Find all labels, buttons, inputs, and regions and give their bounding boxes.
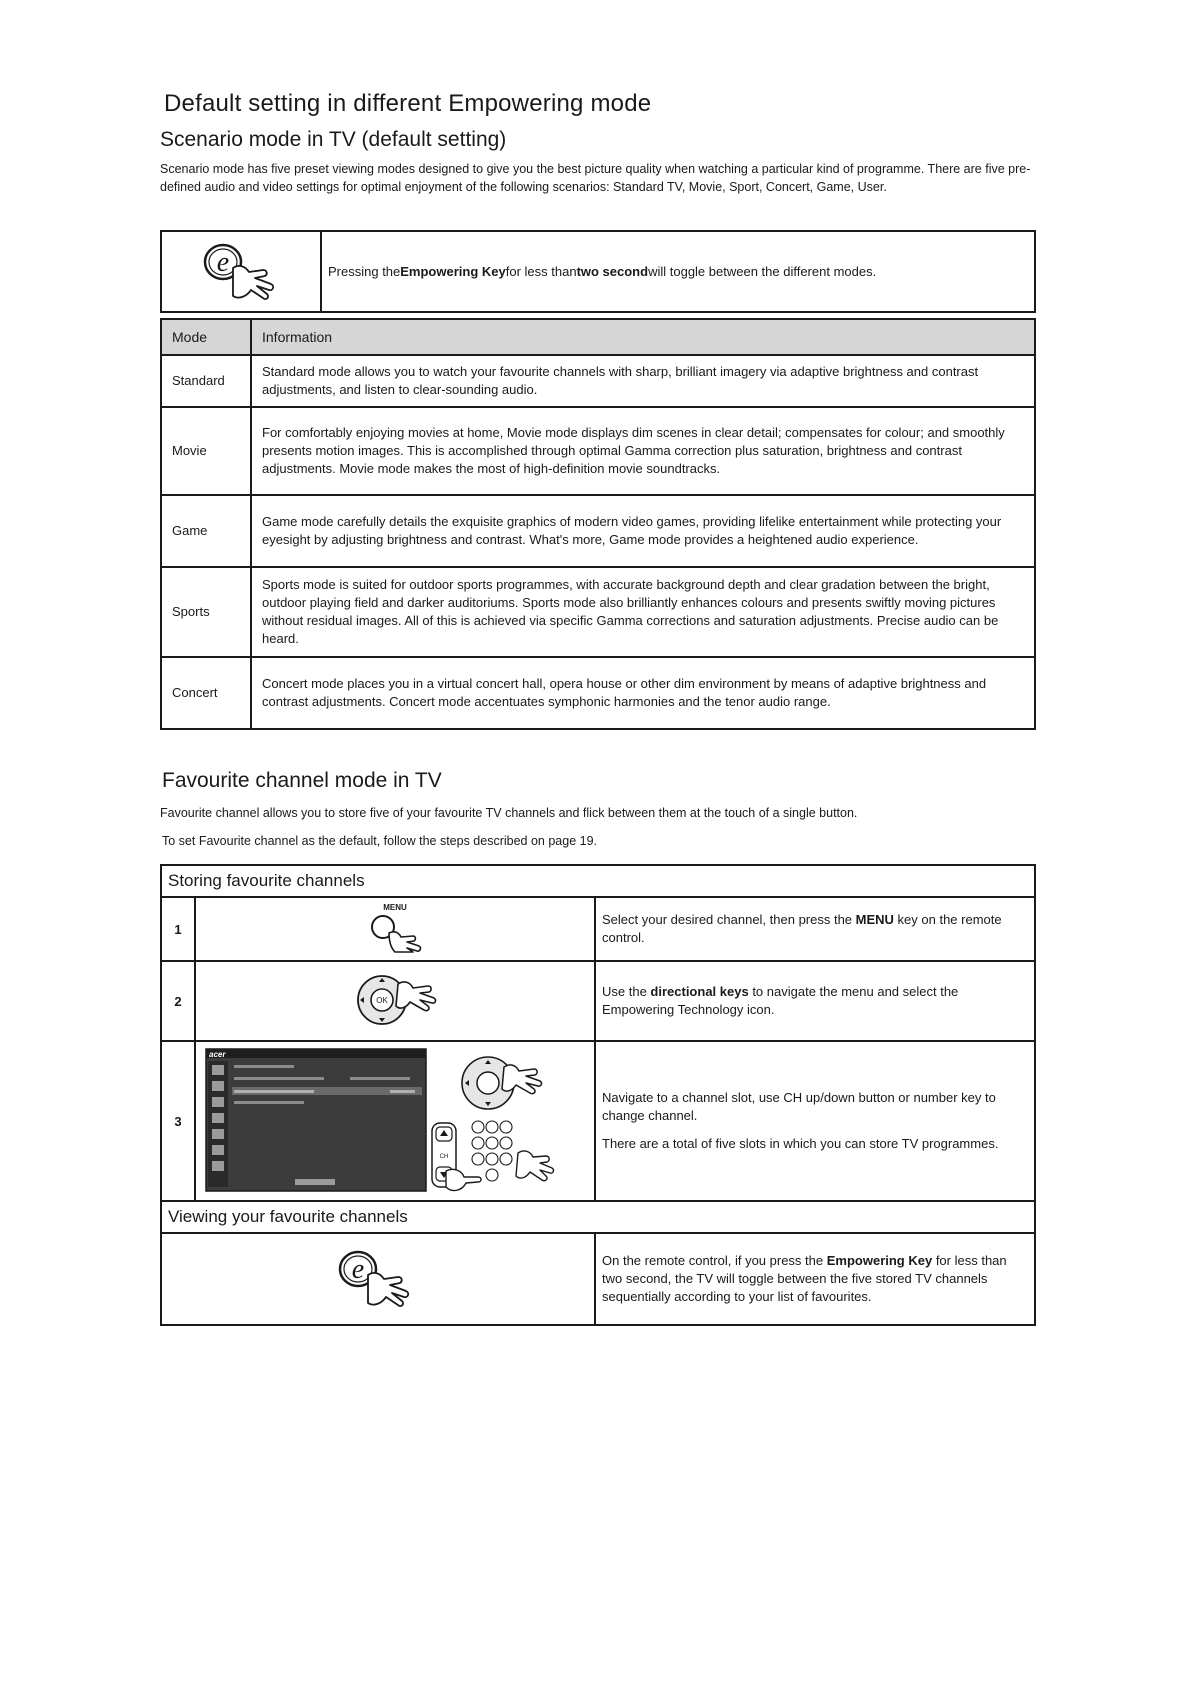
- step-text-post: to navigate the menu and select the Empowering Technology icon.: [602, 984, 959, 1017]
- channel-slot-illustration: [195, 1041, 595, 1201]
- favourite-default-note: To set Favourite channel as the default, follow the steps described on page 19.: [162, 834, 597, 848]
- step-text-pre: Use the: [602, 984, 651, 999]
- table-row: [161, 1041, 1035, 1201]
- empowering-key-icon: [330, 1243, 426, 1313]
- step-text-key: MENU: [855, 912, 894, 927]
- table-row: [161, 897, 1035, 961]
- step-number: 2: [161, 961, 195, 1041]
- note-text-mid: for less than: [505, 264, 577, 279]
- note-text-key: Empowering Key: [400, 264, 506, 279]
- directional-pad-icon: [350, 970, 440, 1030]
- step-description: [595, 897, 1035, 961]
- empowering-key-icon: [162, 232, 322, 311]
- mode-info: Standard mode allows you to watch your favourite channels with sharp, brilliant imagery via adaptive brightness and contrast adjustments, and listen to clear-sounding audio.: [251, 355, 1035, 407]
- number-keypad: [472, 1121, 512, 1181]
- viewing-text-pre: On the remote control, if you press the: [602, 1253, 827, 1268]
- step-number: 1: [161, 897, 195, 961]
- page-title: Default setting in different Empowering mode: [164, 90, 652, 117]
- mode-info: Concert mode places you in a virtual concert hall, opera house or other dim environment by means of adaptive brightness and contrast adjustments. Concert mode accentuates symphonic harmonies and the tenor audio range.: [251, 657, 1035, 729]
- scenario-intro: Scenario mode has five preset viewing modes designed to give you the best picture quality when watching a particular kind of programme. There are five pre-defined audio and video settings for optimal enjoyment of the following scenarios: Standard TV, Movie, Sport, Concert, Game, User.: [160, 162, 1031, 194]
- viewing-heading: Viewing your favourite channels: [161, 1201, 1035, 1233]
- viewing-section-row: [161, 1201, 1035, 1233]
- step-text-key: directional keys: [650, 984, 749, 999]
- svg-text:e: e: [216, 246, 230, 278]
- table-row: [161, 657, 1035, 729]
- note-text-duration: two second: [576, 264, 649, 279]
- empowering-key-note: [160, 230, 1036, 313]
- step-text-pre: Select your desired channel, then press the: [602, 912, 856, 927]
- mode-name: Concert: [161, 657, 251, 729]
- ch-label: CH: [439, 1153, 449, 1160]
- table-row: [161, 495, 1035, 567]
- viewing-text-post: for less than two second, the TV will toggle between the five stored TV channels sequentially according to your list of favourites.: [602, 1253, 1007, 1304]
- pressing-hand-icon: [516, 1150, 553, 1180]
- step-text: There are a total of five slots in which you can store TV programmes.: [602, 1136, 999, 1151]
- mode-name: Sports: [161, 567, 251, 657]
- menu-key-icon: [365, 913, 425, 953]
- viewing-text-key: Empowering Key: [826, 1253, 933, 1268]
- favourite-intro: Favourite channel allows you to store five of your favourite TV channels and flick between them at the touch of a single button.: [160, 806, 858, 820]
- table-row: [161, 567, 1035, 657]
- ok-label: OK: [376, 995, 388, 1005]
- svg-text:e: e: [351, 1253, 365, 1285]
- step-text: Navigate to a channel slot, use CH up/down button or number key to change channel.: [602, 1090, 996, 1123]
- mode-column-header: Mode: [161, 319, 251, 355]
- modes-table-header: [161, 319, 1035, 355]
- mode-info: Sports mode is suited for outdoor sports programmes, with accurate background depth and clear gradation between the bright, outdoor playing field and darker auditoriums. Sports mode also brilliantly enhances colours and presents swiftly moving pictures without residual images. All of this is achieved via specific Gamma corrections and saturation adjustments. Precise audio can be heard.: [251, 567, 1035, 657]
- favourite-heading: Favourite channel mode in TV: [162, 769, 442, 792]
- mode-info: Game mode carefully details the exquisite graphics of modern video games, providing lifelike entertainment while protecting your eyesight by adjusting brightness and contrast. What's more, Game mode provides a heightened audio experience.: [251, 495, 1035, 567]
- step-text-post: key on the remote control.: [602, 912, 1002, 945]
- table-row: [161, 407, 1035, 495]
- empowering-key-illustration: [161, 1233, 595, 1325]
- step-description: [595, 961, 1035, 1041]
- mode-name: Standard: [161, 355, 251, 407]
- scenario-heading: Scenario mode in TV (default setting): [160, 128, 507, 151]
- menu-key-illustration: [195, 897, 595, 961]
- table-row: [161, 1233, 1035, 1325]
- menu-label: MENU: [383, 902, 407, 912]
- note-text-post: will toggle between the different modes.: [648, 264, 877, 279]
- tv-menu-screenshot: [206, 1049, 426, 1191]
- table-row: [161, 355, 1035, 407]
- mode-info: For comfortably enjoying movies at home, Movie mode displays dim scenes in clear detail; compensates for colour; and smoothly presents motion images. This is accomplished through optimal Gamma correction plus saturation, brightness and contrast adjustments. Movie mode makes the most of high-definition movie soundtracks.: [251, 407, 1035, 495]
- step-description: [595, 1041, 1035, 1201]
- favourite-steps-table: [160, 864, 1036, 1326]
- empowering-key-text: [322, 232, 1034, 311]
- modes-table: [160, 318, 1036, 730]
- mode-name: Movie: [161, 407, 251, 495]
- note-text-pre: Pressing the: [328, 264, 401, 279]
- viewing-description: [595, 1233, 1035, 1325]
- storing-section-row: [161, 865, 1035, 897]
- directional-keys-illustration: [195, 961, 595, 1041]
- mode-name: Game: [161, 495, 251, 567]
- storing-heading: Storing favourite channels: [161, 865, 1035, 897]
- directional-pad-icon: [462, 1057, 541, 1109]
- information-column-header: Information: [251, 319, 1035, 355]
- acer-logo: acer: [209, 1049, 226, 1059]
- table-row: [161, 961, 1035, 1041]
- step-number: 3: [161, 1041, 195, 1201]
